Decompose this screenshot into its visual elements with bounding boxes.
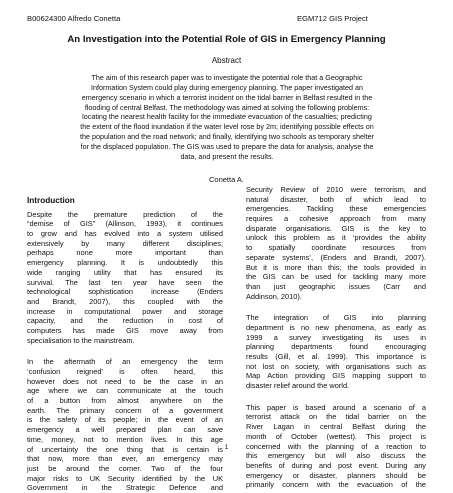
abstract-line: Information System could play during emergency planning. The paper investigated an xyxy=(91,82,363,92)
body-text-line: emergency planning. It is undoubtedly this xyxy=(27,258,223,268)
body-text-line: Security Review of 2010 were terrorism, and xyxy=(246,185,426,194)
body-text-line: “demise of GIS” (Allinson, 1993), it continues xyxy=(27,219,223,229)
body-text-line: month of October (wettest). This project is xyxy=(246,431,426,441)
body-text-line: than just geographic issues (Carr and xyxy=(246,281,426,291)
body-text-line: department is no new phenomena, as early as xyxy=(246,322,426,332)
body-text-line: primarily concern with the evacuation of the xyxy=(246,480,426,490)
page-number: 1 xyxy=(224,444,229,451)
introduction-heading: Introduction xyxy=(27,196,75,205)
abstract-line: for the displaced population. The GIS was used to prepare the data for analysis, analyse the xyxy=(80,141,374,151)
abstract-line: The aim of this research paper was to investigate the potential role that a Geographic xyxy=(91,73,363,82)
body-text-line: extensively by many different disciplines; xyxy=(27,238,223,248)
body-text-line: wide ranging utility that has ensured its xyxy=(27,267,223,277)
body-text-line: emergency or disaster, planners should be xyxy=(246,470,426,480)
body-text-line: disparate organisations. GIS is the key to xyxy=(246,223,426,233)
body-text-line: In the aftermath of an emergency the term xyxy=(27,357,223,367)
body-text-line: capacity, and the reduction in cost of xyxy=(27,316,223,326)
body-text-line: concerned with the planning of a reaction to xyxy=(246,441,426,451)
body-text-line: major risks to UK Security identified by the UK xyxy=(27,473,223,483)
body-text-line: disaster relief around the world. xyxy=(246,381,350,391)
body-text-line: not lost on society, with organisations such as xyxy=(246,361,426,371)
body-text-line: perhaps none more important than xyxy=(27,248,223,258)
body-text-line: The integration of GIS into planning xyxy=(246,313,426,323)
author-name: Conetta A. xyxy=(208,175,245,184)
body-text-line: results (Gill, et al. 1999). This importance is xyxy=(246,352,426,361)
body-text-line: ‘confusion reigned’ is often heard, this xyxy=(27,367,223,377)
body-text-line: terrorist attack on the tidal barrier on the xyxy=(246,412,426,422)
body-text-line: Addinson, 2010). xyxy=(246,291,302,301)
body-text-line: natural disaster, both of which lead to xyxy=(246,194,426,204)
abstract-line: data, and present the results. xyxy=(180,151,274,161)
paragraph-gap xyxy=(246,391,426,403)
body-text-line: Map Action providing GIS mapping support to xyxy=(246,371,426,381)
paper-title: An Investigation into the Potential Role of GIS in Emergency Planning xyxy=(67,34,386,45)
body-text-line: survival. The last ten year have seen the xyxy=(27,277,223,287)
paragraph-gap xyxy=(246,301,426,313)
body-text-line: But it is more than this; the tools provided in xyxy=(246,262,426,272)
body-text-line: Despite the premature prediction of the xyxy=(27,209,223,219)
body-text-line: is the safety of its people; in the event of an xyxy=(27,415,223,425)
abstract-line: flooding of central Belfast. The methodology was aimed at solving the following problems: xyxy=(84,102,370,112)
body-text-line: specialisation to the mainstream. xyxy=(27,335,135,345)
paragraph-gap xyxy=(27,345,223,357)
body-text-line: 1999 a survey investigating its uses in xyxy=(246,332,426,342)
body-text-line: age where we can communicate at the touch xyxy=(27,386,223,396)
body-text-line: however does not need to be the case in an xyxy=(27,376,223,386)
body-text-line: this emergency but will also discuss the xyxy=(246,451,426,461)
body-text-line: unlock this problem as it ‘provides the ability xyxy=(246,233,426,243)
body-text-line: of a button from almost anywhere on the xyxy=(27,396,223,406)
body-text-line: Government in the Strategic Defence and xyxy=(27,483,223,493)
abstract-line: the population and the road network; and finally, identifying two schools as temporary shelter xyxy=(80,132,374,142)
abstract-line: emergency scenario in which a terrorist incident on the tidal barrier in Belfast resulted in the xyxy=(81,92,373,102)
body-text-line: separate systems’, (Enders and Brandt, 2007). xyxy=(246,252,426,262)
body-text-line: technological sophistication increase (Enders xyxy=(27,287,223,297)
abstract-line: locating the nearest health facility for the immediate evacuation of the casualties; predicting xyxy=(82,112,372,122)
body-text-line: emergency a well prepared plan can save xyxy=(27,425,223,435)
abstract-body xyxy=(35,73,419,162)
header-course-code: EGM712 GIS Project xyxy=(297,14,368,23)
abstract-heading: Abstract xyxy=(211,56,242,65)
body-text-line: to grow and has evolved into a system utilised xyxy=(27,229,223,239)
body-text-line: to spatially coordinate resources from xyxy=(246,243,426,253)
body-text-line: earth. The primary concern of a government xyxy=(27,405,223,415)
body-text-line: computers has made GIS move away from xyxy=(27,325,223,335)
body-text-line: requires a cohesive approach from many xyxy=(246,214,426,224)
body-text-line: planning departments found encouraging xyxy=(246,342,426,352)
body-text-line: just be around the corner. Two of the four xyxy=(27,463,223,473)
abstract-line: the extent of the flood inundation if the water level rose by 2m; identifying possible effects on xyxy=(80,122,374,132)
header-student-name: B00624300 Alfredo Conetta xyxy=(27,14,121,23)
body-text-line: River Lagan in central Belfast during the xyxy=(246,422,426,432)
body-text-line: of uncertainty the one thing that is certain is xyxy=(27,444,223,454)
body-text-line: that now, more than ever, an emergency may xyxy=(27,454,223,464)
body-text-line: emergencies. Tackling these emergencies xyxy=(246,204,426,214)
body-text-line: the GIS can be used for tackling many more xyxy=(246,272,426,282)
body-text-line: time, money, not to mention lives. In this age xyxy=(27,434,223,444)
body-text-line: This paper is based around a scenario of a xyxy=(246,402,426,412)
body-text-line: increase in computational power and storage xyxy=(27,306,223,316)
body-text-line: and Brandt, 2007), this coupled with the xyxy=(27,296,223,306)
body-text-line: benefits of during and post event. During any xyxy=(246,460,426,470)
